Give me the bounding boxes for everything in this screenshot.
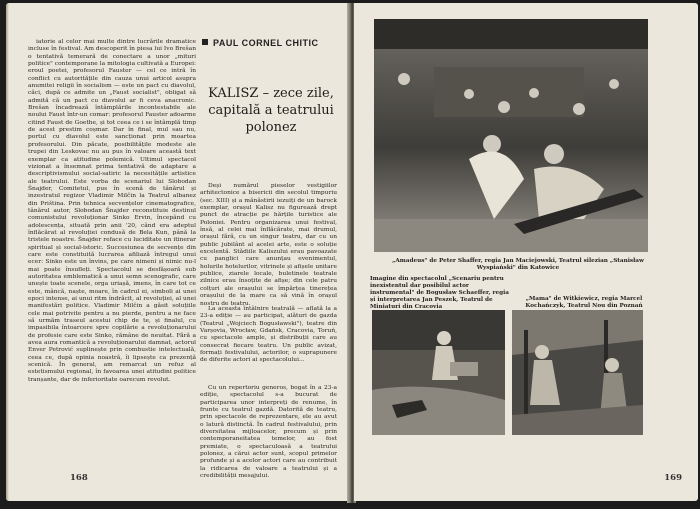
intro-paragraph: Deși numărul pieselor vestigiilor arhitectonice a bisericii din secolul timpuriu (sec. XIII) și a mănăstirii iezuiți de un barock exemplar, orașul Kalisz nu figurează drept punct de atracție pe hărțile turistice ale Poloniei. Pentru organizarea unui festival, însă, al celei mai înflăcărate, mai drumul, orașul fără, cu un singur teatru, dar cu un public jubilânt al acelei arte, este o soluție excelentă. Stădiile Kaliszului erau pavoazate cu panglici care anunțau evenimentul, holurile hotelurilor, vitrinele și afișele unitare publice, ziarele locale, buletinele teatrale zilnice erau însoțite de afișe; din cele patru colțuri ale orașului se împărțea tinerețea orașului de la mare ca să vină în orașul nostru de teatru. xyxy=(200,183,337,307)
photo-scenariu xyxy=(372,310,505,435)
photo-amadeus xyxy=(374,19,648,252)
page-number-left: 168 xyxy=(70,473,88,483)
second-paragraph: La aceasta întâlnire teatrală — aflată la a 23-a ediție — au participat, alături de gazda (Teatrul „Wojciech Bogusławski"), teatre din Varșovia, Wrocław, Gdańsk, Cracovia, Toruń, cu spectacole ample, și distribuții care au consecrat fiecare teatru. Un public avizat, formați festivalului, actorilor, o suprapunere de diferite actori ai spectacolului... xyxy=(200,306,337,364)
photo-mama xyxy=(512,310,643,435)
caption-amadeus: „Amadeus" de Peter Shaffer, regia Jan Maciejowski, Teatrul silezian „Stanisław Wyspiański" din Katowice xyxy=(392,258,644,271)
caption-mama: „Mama" de Witkiewicz, regia Marcel Kochańczyk, Teatrul Nou din Poznań xyxy=(525,296,643,309)
page-number-right: 169 xyxy=(664,473,682,483)
caption-scenariu: Imagine din spectacolul „Scenariu pentru inexistentul dar posibilul actor instrumental" de Bogusław Schaeffer, regia și interpretarea Jan Peszek, Teatrul de Miniaturi din Cracovia xyxy=(370,276,509,310)
author-name: PAUL CORNEL CHITIC xyxy=(202,37,319,50)
left-column-text: iatorie al celor mai multe dintre lucrările dramatice incluse în festival. Am descoperit în piesa lui Ivo Brešan o tentativă temerară de conectare a unor „mituri politice" contemporane la mitologia cultivată a Europei: eroul poetei, profesorul Fauster — cel ce intră în conflict cu autoritățile din cauza unui articol asupra anumitei religii în socialism — este un pact cu diavolul, căci, după ce admite un „Faust socialist", obligat să admită că un pact cu diavolul ar fi ceva anacronic. Brešan încadrează întâmplările incontestabile ale noului Faust într-un comar: profesorul Fauster adoarme citind Faust de Goethe, și tot ceea ce i se întâmplă timp de acest prestim coșmar. Dar în final, mul sau nu, portul cu diavolul este sancționat prin moartea profesorului. Din păcate, posibilitățile modeste ale trupei din Leskovac nu au pus în valoare această text exemplar ca atitudine polemică. Ultimul spectacol vizionat a însemnat prima tentativă de adaptare a descriptivismului social-satiric la necesitățile artistice ale teatrului. Este vorba de scenariul lui Slobodan Šnajder, Comitetul, pus în scenă de tânărul și inzestratul regizor Vladimir Milčin la Teatrul albanez din Priština. Prin tehnica secvențelor cinematografice, tânărul autor, Slobodan Šnajder reconstituie destinul comunistului revoluționar Sinko Ervin, începând cu adolescența, situată prin anii '20, când era adeptul înflăcărat al revoluției condusă de Bela Kun, până la tristele noastre. Šnajder reface cu luciditate un itinerar spiritual și social-istoric. Succesiunea de secvențe din care este constituită lucrarea afiliază întregul unui ecer: Sinko este un învins, pe care nimeni și nimic nu-l mai poate însufleți. Spectacolul se desfășoară sub autoritatea emblematică a unui semn scenografic, care unește toate scenele, orga uriașă, imens, în care tot ce este, mâncă, naște, moare, în cadrul ei, simboli ai unei epoci intense, ai unui ritm îndrăcit, al revoluției, al unei manifestări politice. Vladimir Milčin a găsit soluțiile cele mai potrivite pentru a nu pierde, pentru a ne face să urmăm traseul acestui chip de te, și finalul, cu impasibila întoarcere spre copilărie a revoluționarului de profesie care este Sinko, rămâne de neuitat. Fără a avea aura romantică a revoluționarului damnat, actorul Enver Petrović suplinește prin combustie intelectuală, ceea ce, după opinia noastră, îi lipsește ca prezență scenică. În general, am remarcat un refuz al estetismului regional, în favoarea unei atitudini politice tranșante, dar de inferioritate oarecum revolut. xyxy=(28,39,196,383)
right-page xyxy=(354,3,698,501)
article-title: KALISZ – zece zile, capitală a teatrului polonez xyxy=(208,86,334,135)
left-page xyxy=(6,3,349,501)
book-spread xyxy=(6,3,696,503)
square-bullet-icon xyxy=(202,39,208,45)
third-paragraph: Cu un repertoriu generos, bogat în a 23-a ediție, spectacolul s-a bucurat de participarea unor interpreți de renume, în frunte cu teatrul gazdă. Datorită de teatru, prin spectacole de reprezentare, ele au avut o latură distinctă. În cadrul festivalului, prin diversitatea mijloacelor, precum și prin contemporaneitatea temelor, au fost premiate, o spectaculoasă a teatrului polonez, a cărui actor sunt, scopul primelor profunde și a acelor actori care au contribuit la ridicarea de valoare a teatrului și a credibilității mesajului. xyxy=(200,385,337,480)
